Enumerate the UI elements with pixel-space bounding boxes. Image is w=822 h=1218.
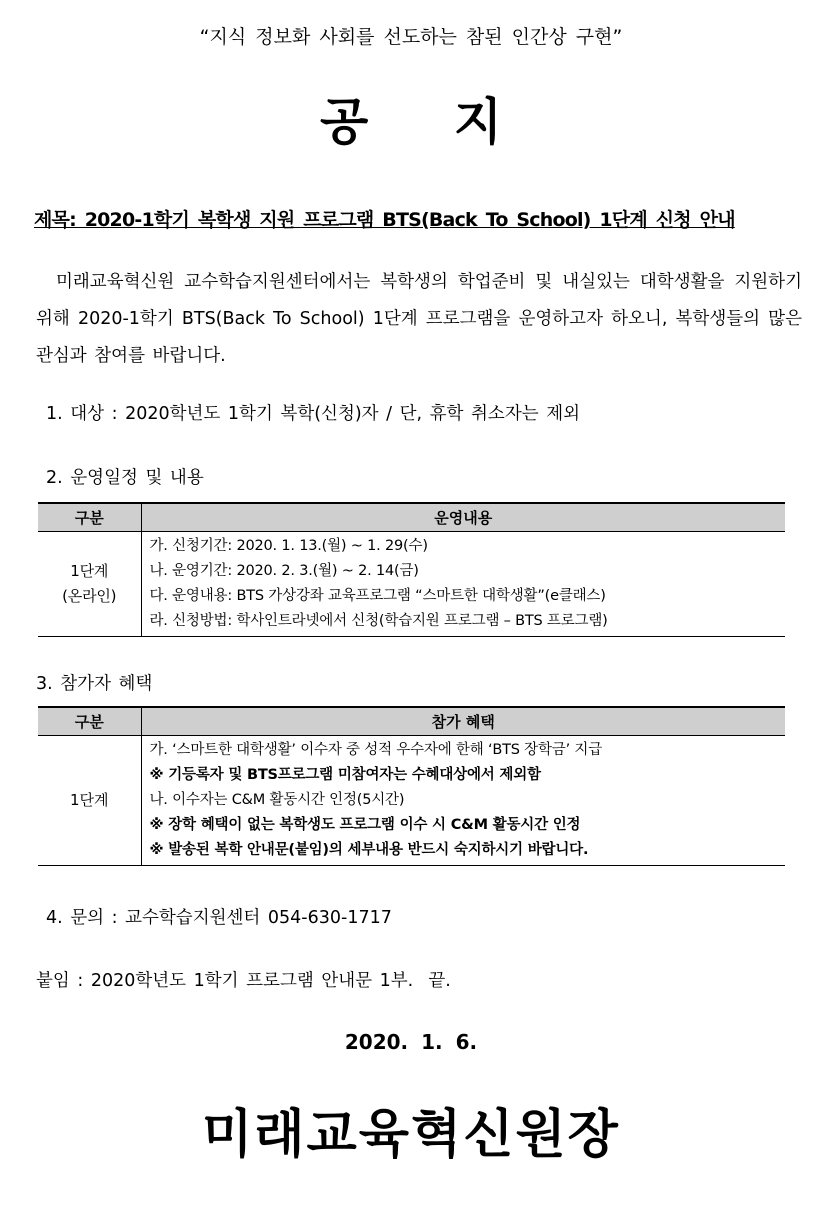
benefit-note: ※ 기등록자 및 BTS프로그램 미참여자는 수혜대상에서 제외함 bbox=[149, 767, 541, 783]
schedule-row: 다. 운영내용: BTS 가상강좌 교육프로그램 “스마트한 대학생활”(e클래스) bbox=[149, 588, 606, 604]
benefit-content-cell bbox=[141, 736, 785, 866]
benefit-note: ※ 장학 혜택이 없는 복학생도 프로그램 이수 시 C&M 활동시간 인정 bbox=[149, 817, 581, 833]
schedule-stage-label: 1단계 bbox=[70, 562, 109, 580]
intro-text: 미래교육혁신원 교수학습지원센터에서는 복학생의 학업준비 및 내실있는 대학생활을 지원하기 위해 2020-1학기 BTS(Back To School) 1단계 프로그램을 운영하고자 하오니, 복학생들의 많은 관심과 참여를 바랍니다. bbox=[36, 272, 802, 366]
intro-paragraph bbox=[36, 264, 802, 375]
item-schedule-heading: 2. 운영일정 및 내용 bbox=[46, 468, 204, 488]
subject-line: 제목: 2020-1학기 복학생 지원 프로그램 BTS(Back To School) 1단계 신청 안내 bbox=[34, 209, 735, 231]
schedule-row: 나. 운영기간: 2020. 2. 3.(월) ~ 2. 14(금) bbox=[149, 563, 419, 579]
schedule-content-cell bbox=[141, 532, 785, 637]
schedule-header-category: 구분 bbox=[38, 503, 141, 532]
issue-date: 2020. 1. 6. bbox=[344, 1030, 478, 1054]
schedule-header-content: 운영내용 bbox=[141, 503, 785, 532]
attachment-note: 붙임 : 2020학년도 1학기 프로그램 안내문 1부. 끝. bbox=[36, 971, 451, 991]
motto: “지식 정보화 사회를 선도하는 참된 인간상 구현” bbox=[199, 26, 623, 48]
benefit-header-category: 구분 bbox=[38, 707, 141, 736]
schedule-stage-mode: (온라인) bbox=[62, 587, 117, 605]
benefit-stage-cell: 1단계 bbox=[38, 736, 141, 866]
item-benefit-heading: 3. 참가자 혜택 bbox=[36, 674, 153, 694]
schedule-stage-cell bbox=[38, 532, 141, 637]
benefit-note: ※ 발송된 복학 안내문(붙임)의 세부내용 반드시 숙지하시기 바랍니다. bbox=[149, 842, 589, 858]
notice-title: 공 지 bbox=[319, 93, 536, 151]
benefit-row: 나. 이수자는 C&M 활동시간 인정(5시간) bbox=[149, 792, 405, 808]
benefit-row: 가. ‘스마트한 대학생활’ 이수자 중 성적 우수자에 한해 ‘BTS 장학금’ 지급 bbox=[149, 742, 603, 758]
sender-signature: 미래교육혁신원장 bbox=[202, 1105, 620, 1165]
benefit-header-content: 참가 혜택 bbox=[141, 707, 785, 736]
item-contact: 4. 문의 : 교수학습지원센터 054-630-1717 bbox=[46, 908, 392, 928]
schedule-row: 가. 신청기간: 2020. 1. 13.(월) ~ 1. 29(수) bbox=[149, 538, 428, 554]
benefit-table bbox=[38, 706, 785, 866]
schedule-row: 라. 신청방법: 학사인트라넷에서 신청(학습지원 프로그램 – BTS 프로그램) bbox=[149, 613, 608, 629]
schedule-table bbox=[38, 502, 785, 637]
item-target: 1. 대상 : 2020학년도 1학기 복학(신청)자 / 단, 휴학 취소자는 제외 bbox=[46, 404, 581, 424]
